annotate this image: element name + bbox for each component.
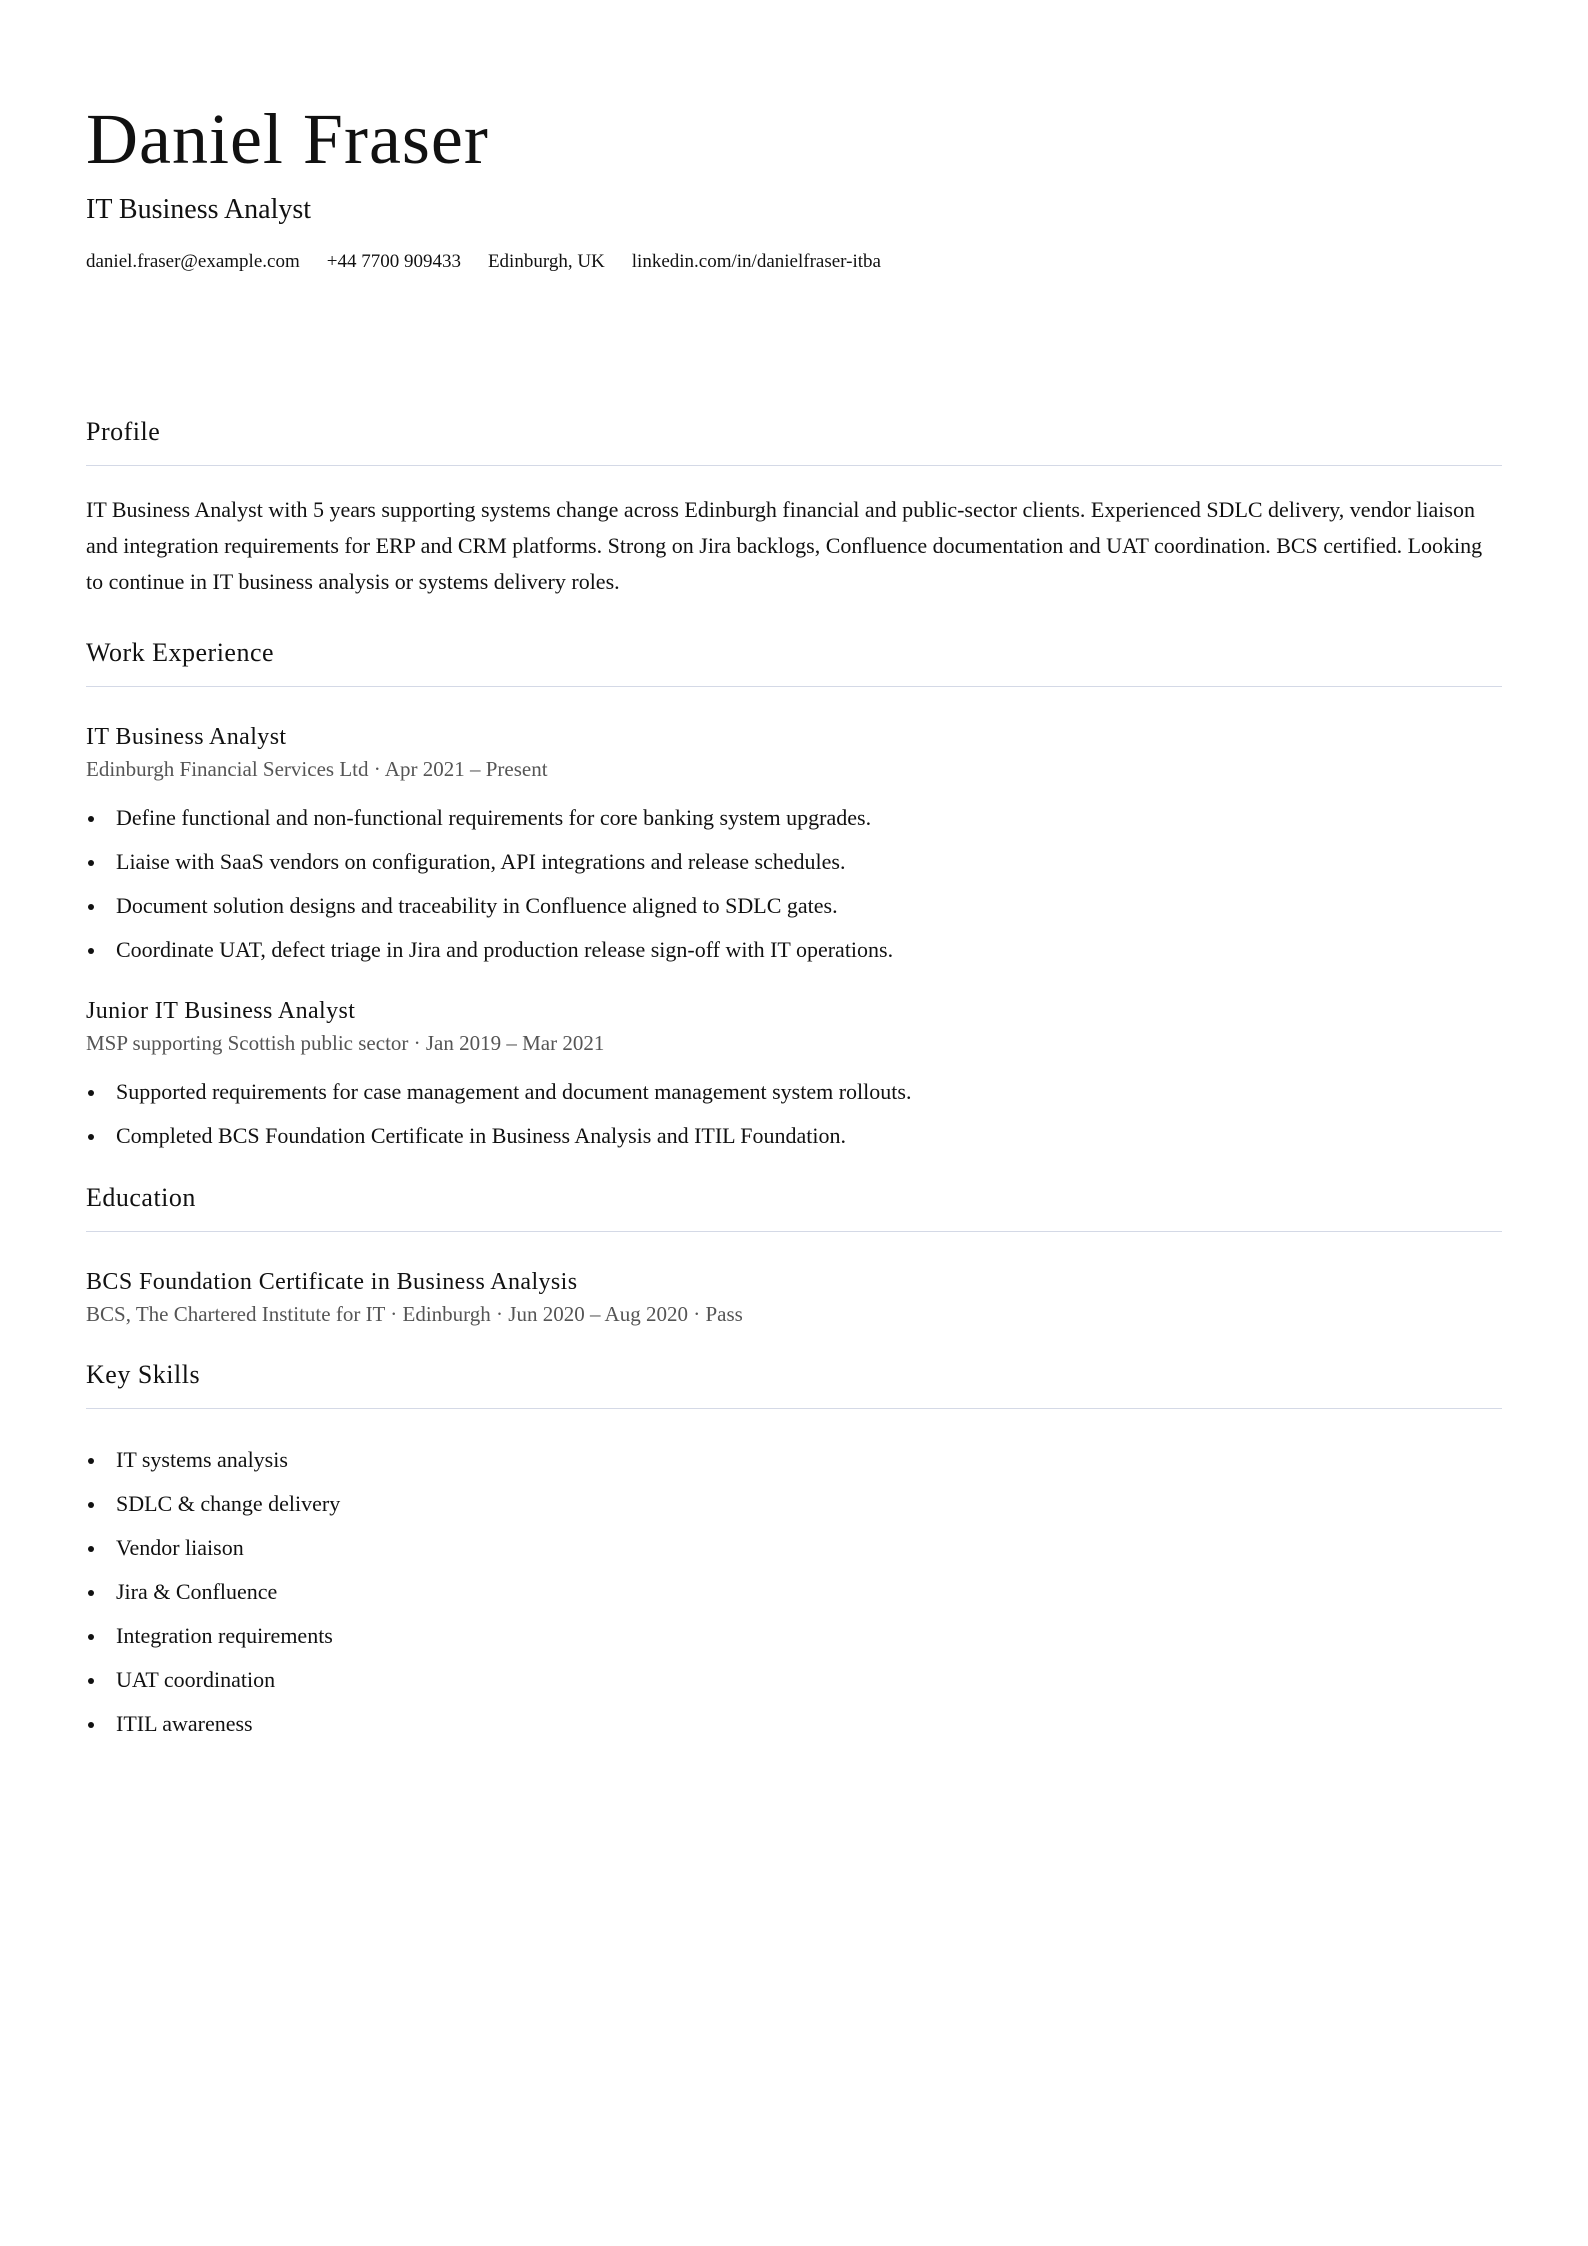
skill-item: Integration requirements	[86, 1621, 1502, 1651]
job-bullet: Define functional and non-functional requirements for core banking system upgrades.	[86, 803, 1502, 833]
skill-item: Vendor liaison	[86, 1533, 1502, 1563]
job-bullet: Liaise with SaaS vendors on configuration, API integrations and release schedules.	[86, 847, 1502, 877]
education-title: BCS Foundation Certificate in Business Analysis	[86, 1269, 578, 1295]
job-title: Junior IT Business Analyst	[86, 998, 356, 1024]
job-bullet: Document solution designs and traceability in Confluence aligned to SDLC gates.	[86, 891, 1502, 921]
job-bullets	[86, 803, 1502, 965]
education-entry	[86, 1266, 1502, 1328]
job-meta: Edinburgh Financial Services Ltd · Apr 2021 – Present	[86, 757, 548, 781]
profile-section	[86, 415, 1502, 600]
skill-item: UAT coordination	[86, 1665, 1502, 1695]
contact-line	[86, 249, 1502, 275]
skill-item: ITIL awareness	[86, 1709, 1502, 1739]
contact-email: daniel.fraser@example.com	[86, 251, 300, 272]
job-title: IT Business Analyst	[86, 724, 287, 750]
job-bullet: Coordinate UAT, defect triage in Jira and production release sign-off with IT operations.	[86, 935, 1502, 965]
profile-summary: IT Business Analyst with 5 years supporting systems change across Edinburgh financial and public-sector clients. Experienced SDLC delivery, vendor liaison and integration requirements for ERP and CRM platforms. Strong on Jira backlogs, Confluence documentation and UAT coordination. BCS certified. Looking to continue in IT business analysis or systems delivery roles.	[86, 497, 1483, 594]
job-bullet: Supported requirements for case management and document management system rollouts.	[86, 1077, 1502, 1107]
job-entry	[86, 995, 1502, 1151]
skill-item: IT systems analysis	[86, 1445, 1502, 1475]
skill-item: Jira & Confluence	[86, 1577, 1502, 1607]
work-experience-section	[86, 636, 1502, 1151]
education-meta: BCS, The Chartered Institute for IT · Edinburgh · Jun 2020 – Aug 2020 · Pass	[86, 1302, 743, 1326]
job-bullet: Completed BCS Foundation Certificate in Business Analysis and ITIL Foundation.	[86, 1121, 1502, 1151]
section-heading-profile: Profile	[86, 415, 1502, 466]
job-bullets	[86, 1077, 1502, 1151]
contact-linkedin: linkedin.com/in/danielfraser-itba	[631, 251, 881, 272]
candidate-title: IT Business Analyst	[86, 194, 312, 225]
section-heading-work: Work Experience	[86, 636, 1502, 687]
job-meta: MSP supporting Scottish public sector · Jan 2019 – Mar 2021	[86, 1031, 605, 1055]
section-heading-education: Education	[86, 1181, 1502, 1232]
education-section	[86, 1181, 1502, 1328]
skill-item: SDLC & change delivery	[86, 1489, 1502, 1519]
candidate-name: Daniel Fraser	[86, 99, 489, 179]
contact-phone: +44 7700 909433	[326, 251, 461, 272]
job-entry	[86, 721, 1502, 965]
contact-location: Edinburgh, UK	[487, 251, 605, 272]
key-skills-section	[86, 1358, 1502, 1739]
skills-list	[86, 1445, 1502, 1739]
section-heading-skills: Key Skills	[86, 1358, 1502, 1409]
